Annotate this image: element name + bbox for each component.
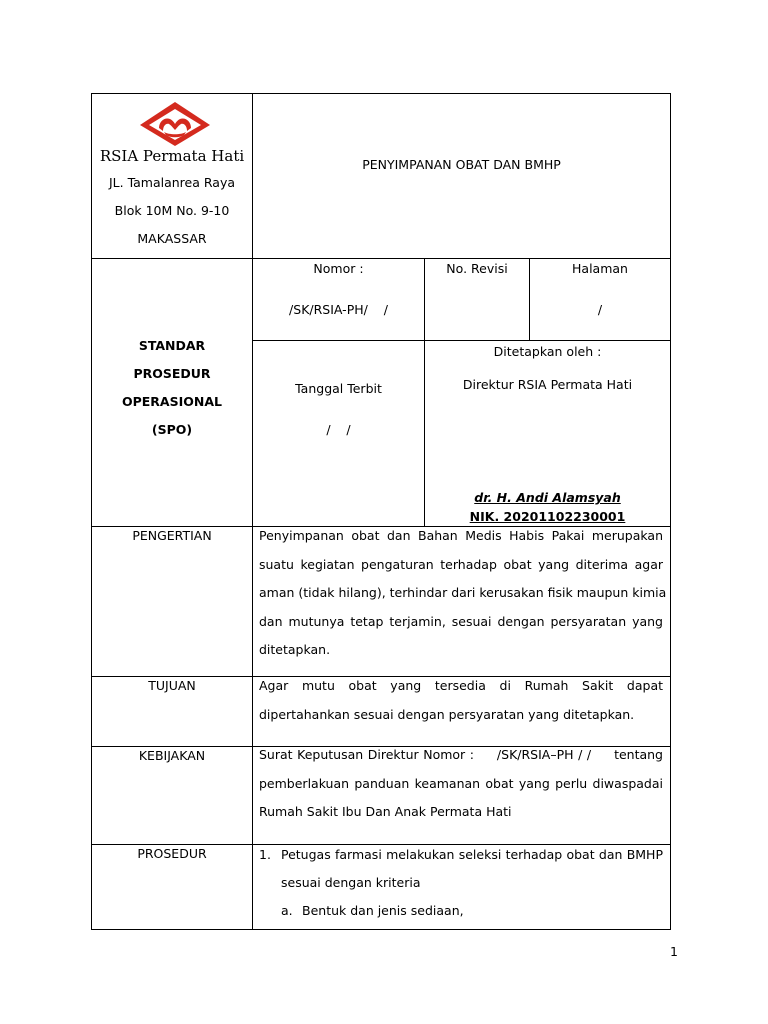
pengertian-line: suatu kegiatan pengaturan terhadap obat yang diterima agar [259, 556, 663, 572]
prosedur-sub-a-text: Bentuk dan jenis sediaan, [302, 903, 464, 918]
ditetapkan-by: Direktur RSIA Permata Hati [462, 377, 633, 392]
prosedur-item-1-line-1: Petugas farmasi melakukan seleksi terhadap obat dan BMHP [281, 847, 663, 862]
tujuan-line: dipertahankan sesuai dengan persyaratan yang ditetapkan. [259, 706, 635, 722]
spo-title-line-4: (SPO) [151, 422, 193, 437]
kebijakan-line: pemberlakuan panduan keamanan obat yang perlu diwaspadai [259, 775, 663, 791]
halaman-value: / [597, 302, 603, 317]
pengertian-text [259, 522, 667, 665]
document-title: PENYIMPANAN OBAT DAN BMHP [362, 157, 561, 172]
prosedur-item-1-number: 1. [259, 847, 271, 862]
tanggal-value: / / [326, 422, 351, 437]
address-line-2: Blok 10M No. 9-10 [114, 203, 230, 218]
prosedur-item-1-line-2: sesuai dengan kriteria [281, 875, 421, 890]
address-line-1: JL. Tamalanrea Raya [108, 175, 236, 190]
kebijakan-text [259, 741, 663, 827]
pengertian-line: ditetapkan. [259, 642, 331, 657]
tanggal-label: Tanggal Terbit [295, 381, 382, 396]
title-cell [252, 93, 671, 259]
nomor-value: /SK/RSIA-PH/ / [289, 302, 388, 317]
prosedur-label: PROSEDUR [137, 846, 207, 861]
kebijakan-line: Surat Keputusan Direktur Nomor : /SK/RSIA–PH / / tentang [259, 747, 663, 762]
address-line-3: MAKASSAR [137, 231, 207, 246]
ditetapkan-label: Ditetapkan oleh : [493, 344, 602, 359]
prosedur-sub-a-number: a. [281, 903, 293, 918]
signer-nik: NIK. 20201102230001 [469, 509, 626, 524]
tujuan-line: Agar mutu obat yang tersedia di Rumah Sakit dapat [259, 678, 663, 693]
hospital-logo-icon [139, 101, 211, 147]
pengertian-line: Penyimpanan obat dan Bahan Medis Habis Pakai merupakan [259, 528, 663, 543]
pengertian-label-cell [91, 526, 253, 677]
spo-title-line-3: OPERASIONAL [121, 394, 222, 409]
spo-title-line-2: PROSEDUR [133, 366, 211, 381]
revisi-label: No. Revisi [446, 261, 508, 276]
pengertian-line: dan mutunya tetap terjamin, sesuai dengan persyaratan yang [259, 613, 663, 629]
nomor-label: Nomor : [313, 261, 364, 276]
page-number: 1 [670, 944, 678, 959]
halaman-label: Halaman [572, 261, 628, 276]
kebijakan-label: KEBIJAKAN [138, 748, 206, 763]
pengertian-line: aman (tidak hilang), terhindar dari kerusakan fisik maupun kimia [259, 585, 667, 600]
spo-title-line-1: STANDAR [138, 338, 206, 353]
tujuan-text [259, 672, 663, 729]
hospital-name: RSIA Permata Hati [99, 147, 245, 165]
kebijakan-line: Rumah Sakit Ibu Dan Anak Permata Hati [259, 804, 512, 819]
tujuan-label: TUJUAN [148, 678, 196, 693]
signer-name: dr. H. Andi Alamsyah [474, 490, 621, 505]
pengertian-label: PENGERTIAN [132, 528, 212, 543]
